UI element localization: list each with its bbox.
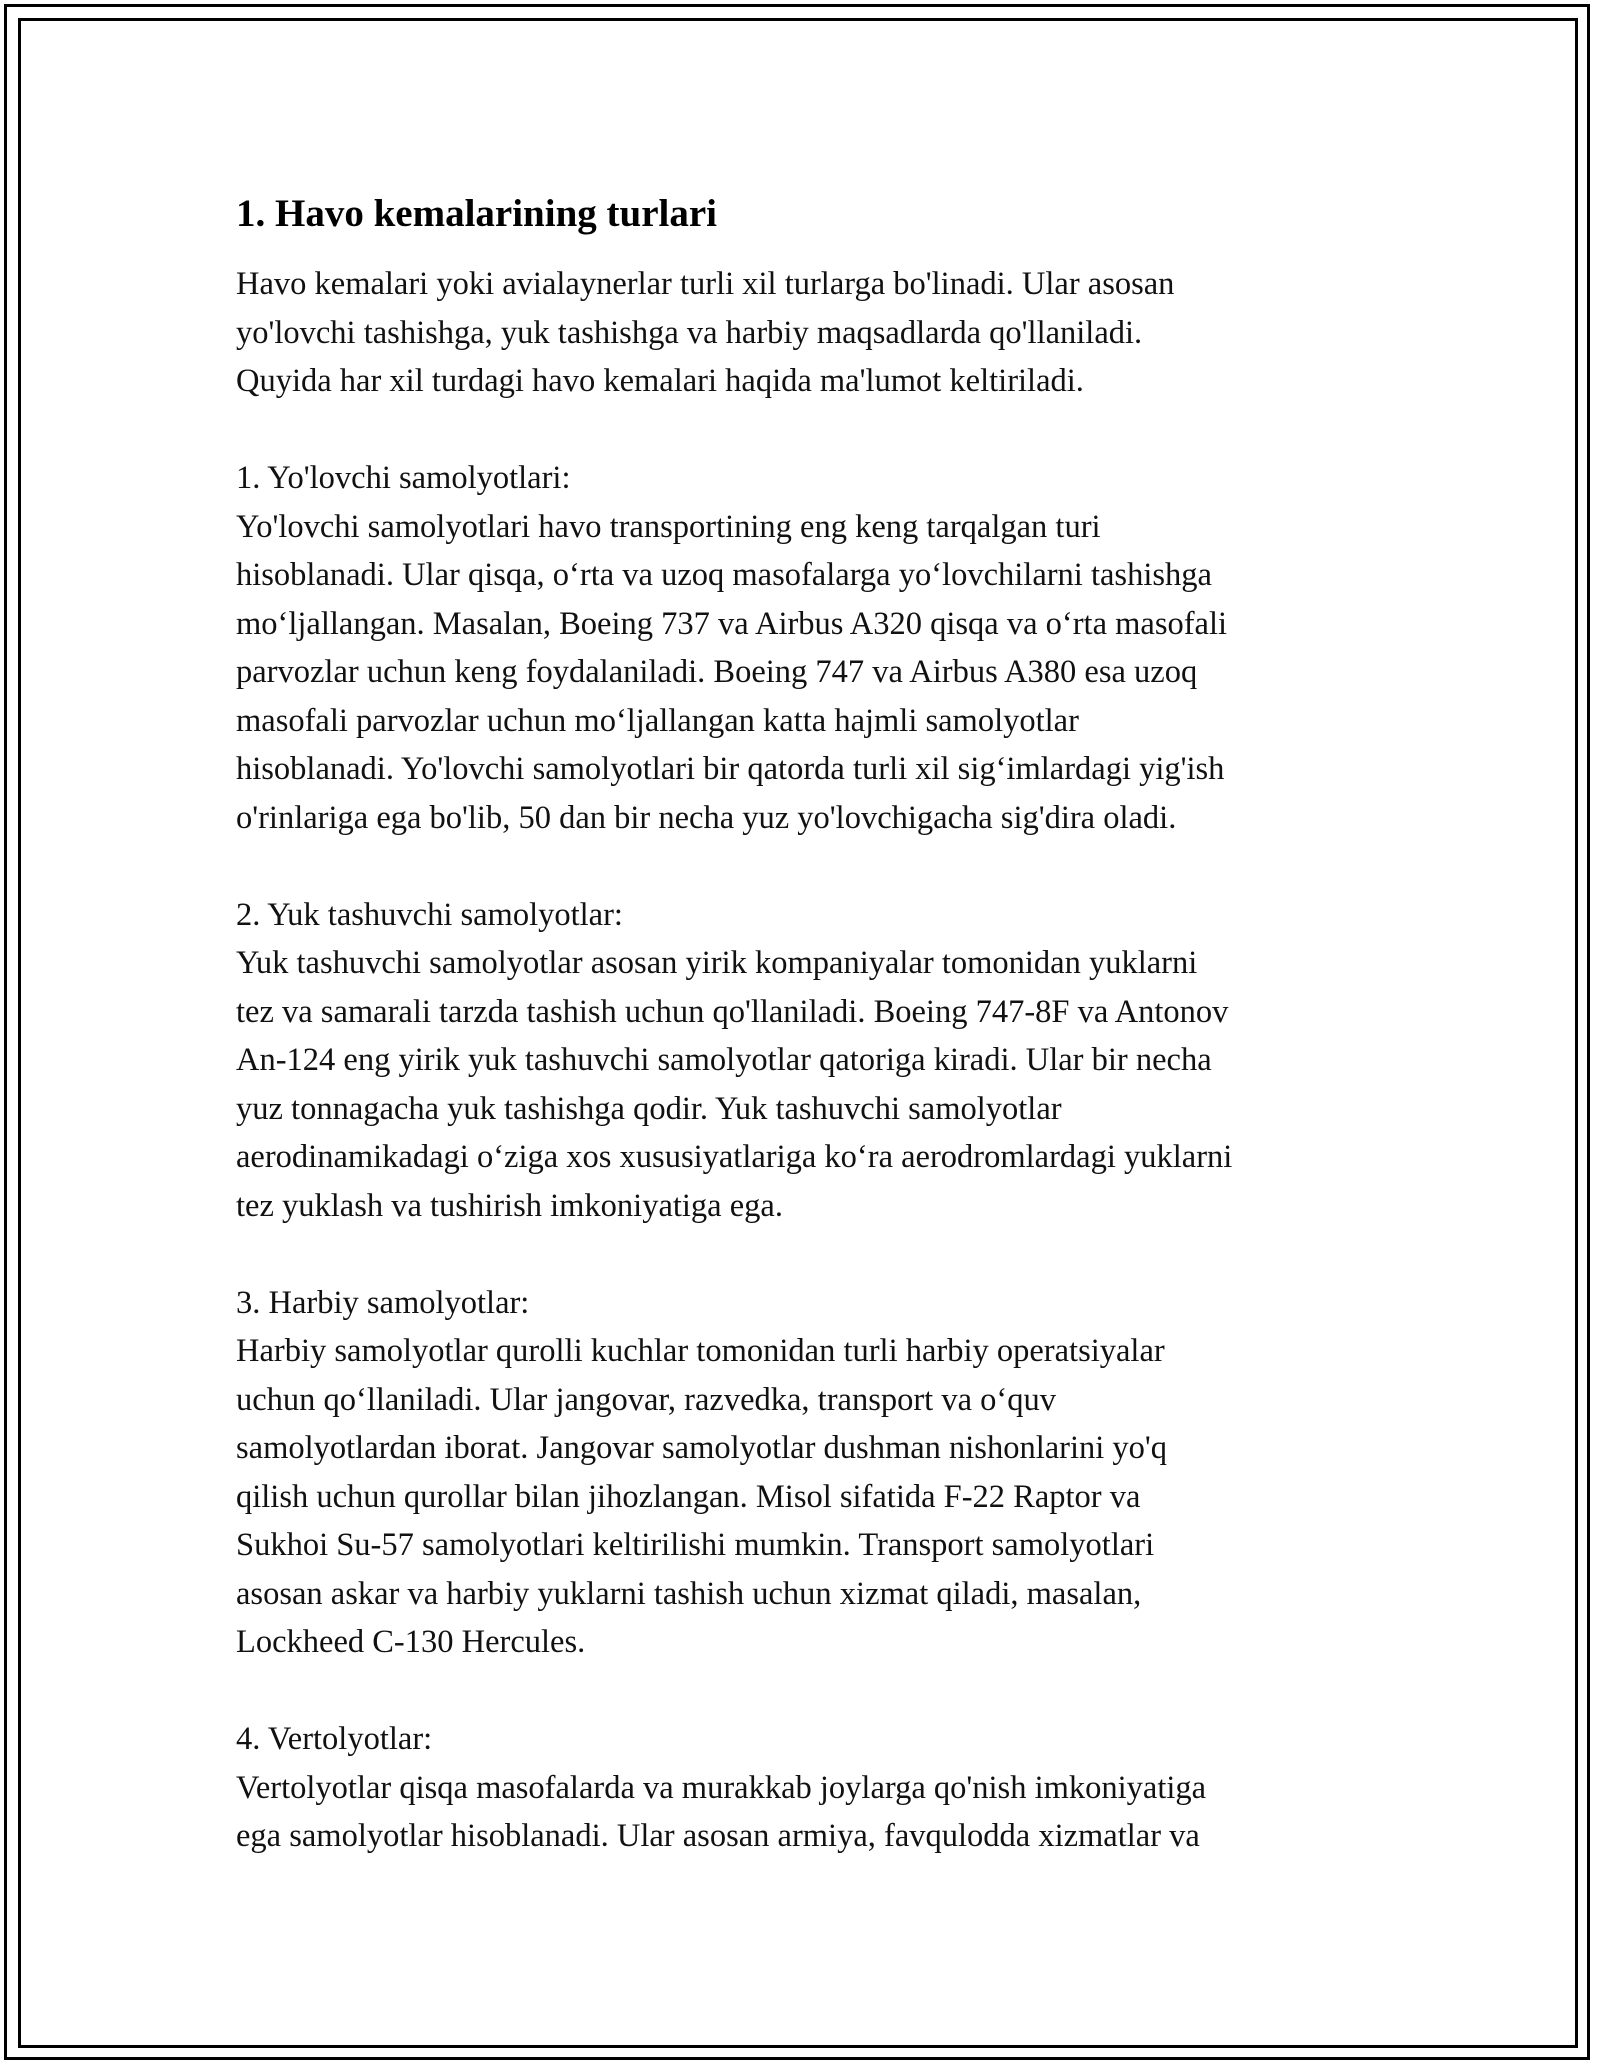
section-body-passenger: Yo'lovchi samolyotlari havo transportining eng keng tarqalgan turi hisoblanadi. Ular qisqa, o‘rta va uzoq masofalarga yo‘lovchilarni tashishga mo‘ljallangan. Masalan, Boeing 737 va Airbus A320 qisqa va o‘rta masofali parvozlar uchun keng foydalaniladi. Boeing 747 va Airbus A380 esa uzoq masofali parvozlar uchun mo‘ljallangan katta hajmli samolyotlar hisoblanadi. Yo'lovchi samolyotlari bir qatorda turli xil sig‘imlardagi yig'ish o'rinlariga ega bo'lib, 50 dan bir necha yuz yo'lovchigacha sig'dira oladi. — [236, 508, 1228, 836]
section-heading-military: 3. Harbiy samolyotlar: — [236, 1284, 530, 1321]
document-body — [236, 188, 1366, 1861]
paragraph-gap — [236, 1667, 1366, 1716]
section-body-military: Harbiy samolyotlar qurolli kuchlar tomonidan turli harbiy operatsiyalar uchun qo‘llaniladi. Ular jangovar, razvedka, transport va o‘quv samolyotlardan iborat. Jangovar samolyotlar dushman nishonlarini yo'q qilish uchun qurollar bilan jihozlangan. Misol sifatida F-22 Raptor va Sukhoi Su-57 samolyotlari keltirilishi mumkin. Transport samolyotlari asosan askar va harbiy yuklarni tashish uchun xizmat qiladi, masalan, Lockheed C-130 Hercules. — [236, 1333, 1168, 1660]
document-title: 1. Havo kemalarining turlari — [236, 192, 717, 235]
section-heading-cargo: 2. Yuk tashuvchi samolyotlar: — [236, 896, 623, 933]
intro-paragraph: Havo kemalari yoki avialaynerlar turli xil turlarga bo'linadi. Ular asosan yo'lovchi tashishga, yuk tashishga va harbiy maqsadlarda qo'llaniladi. Quyida har xil turdagi havo kemalari haqida ma'lumot keltiriladi. — [236, 266, 1175, 399]
section-body-helicopters: Vertolyotlar qisqa masofalarda va murakkab joylarga qo'nish imkoniyatiga ega samolyotlar hisoblanadi. Ular asosan armiya, favqulodda xizmatlar va — [236, 1769, 1207, 1854]
section-heading-passenger: 1. Yo'lovchi samolyotlari: — [236, 460, 571, 496]
paragraph-gap — [236, 842, 1366, 891]
section-heading-helicopters: 4. Vertolyotlar: — [236, 1721, 433, 1757]
section-body-cargo: Yuk tashuvchi samolyotlar asosan yirik kompaniyalar tomonidan yuklarni tez va samarali tarzda tashish uchun qo'llaniladi. Boeing 747-8F va Antonov An-124 eng yirik yuk tashuvchi samolyotlar qatoriga kiradi. Ular bir necha yuz tonnagacha yuk tashishga qodir. Yuk tashuvchi samolyotlar aerodinamikadagi o‘ziga xos xususiyatlariga ko‘ra aerodromlardagi yuklarni tez yuklash va tushirish imkoniyatiga ega. — [236, 945, 1233, 1224]
paragraph-gap — [236, 406, 1366, 455]
paragraph-gap — [236, 1230, 1366, 1279]
